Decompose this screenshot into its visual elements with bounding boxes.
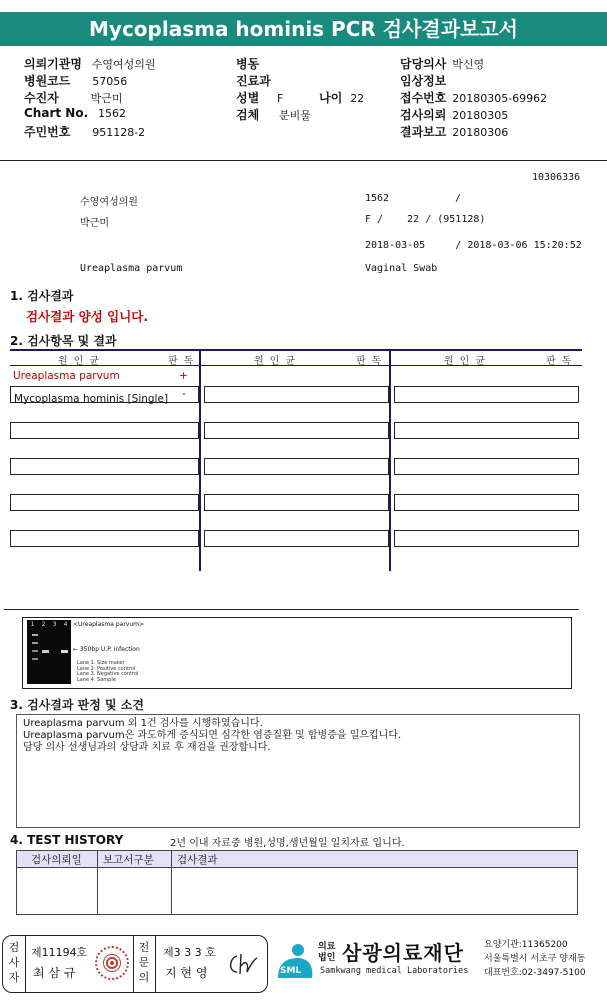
empty-result-box: [204, 422, 389, 439]
finding-line: Ureaplasma parvum 외 1건 검사를 시행하였습니다.: [23, 718, 263, 729]
column-divider: [389, 351, 391, 571]
history-col-divider: [97, 851, 98, 867]
gel-band: [32, 634, 38, 636]
org-english: Samkwang medical Laboratories: [320, 966, 469, 976]
gel-band: [32, 642, 38, 644]
sub-hospital: 수영여성의원: [80, 197, 138, 208]
ward-label: 병동: [236, 57, 260, 71]
header-label: 검사의뢰: [400, 108, 447, 122]
empty-result-box: [204, 494, 389, 511]
section-divider: [4, 609, 579, 610]
sig-divider: [25, 936, 26, 992]
gel-legend-item: Lane 4. Sample: [77, 676, 116, 683]
results-table-topline: [10, 349, 582, 351]
header-label: 수진자: [24, 91, 59, 105]
sub-dates: 2018-03-05 / 2018-03-06 15:20:52: [365, 240, 582, 251]
gel-band-label: ← 350bp U.P. infection: [73, 646, 140, 653]
specimen-label: 검체: [236, 108, 260, 122]
specimen-value: 분비물: [279, 109, 311, 122]
gel-legend-item: Lane 1. Size maker: [77, 660, 125, 666]
reviewer-label: 전문의: [138, 941, 150, 984]
gel-band: [32, 650, 38, 652]
history-header: [16, 850, 578, 868]
inspector-label: 검사자: [8, 941, 20, 984]
sub-chart: 1562: [365, 193, 390, 204]
sub-sex-age: F / 22 / (951128): [365, 214, 486, 225]
history-col-date: 검사의뢰일: [31, 854, 82, 866]
empty-result-box: [204, 386, 389, 403]
gel-band: [61, 650, 68, 653]
finding-line: Ureaplasma parvum은 과도하게 증식되면 심각한 염증질환 및 합병증을 일으킵니다.: [23, 730, 402, 741]
inspector-name: 최 삼 규: [33, 966, 76, 980]
section2-title: 2. 검사항목 및 결과: [10, 334, 117, 348]
org-prefix: [318, 942, 335, 964]
org-code: 요양기관:11365200: [484, 940, 568, 950]
header-value: 수영여성의원: [91, 58, 156, 71]
section4-title: 4. TEST HISTORY: [10, 833, 124, 847]
dept-label: 진료과: [236, 74, 271, 88]
col-pathogen-2: 원인균: [254, 356, 301, 367]
sig-divider: [155, 936, 156, 992]
org-prefix-1: 의료: [318, 942, 336, 952]
result-row-2: [10, 386, 199, 403]
gel-band: [32, 658, 38, 660]
header-value: 20180306: [452, 126, 509, 139]
gel-lane-label: 3: [52, 621, 57, 628]
result-row-2-value: -: [182, 388, 186, 400]
sub-sample: Vaginal Swab: [365, 263, 438, 274]
empty-result-box: [204, 530, 389, 547]
org-prefix-2: 법인: [318, 953, 336, 963]
sub-patient: 박근미: [80, 218, 109, 229]
result-row-1-name: Ureaplasma parvum: [13, 370, 120, 382]
report-title: Mycoplasma hominis PCR 검사결과보고서: [0, 12, 607, 46]
sig-divider: [133, 936, 134, 992]
age-label: 나이: [319, 91, 343, 105]
sml-logo-icon: [272, 940, 316, 984]
findings-box: [16, 714, 580, 828]
gel-legend: [77, 661, 138, 683]
history-col-type: 보고서구분: [103, 854, 154, 866]
section1-title: 1. 검사결과: [10, 289, 74, 303]
reviewer-name: 지 현 영: [165, 966, 208, 980]
org-info: [484, 938, 586, 980]
history-col-result: 검사결과: [177, 854, 218, 866]
section1-result: 검사결과 양성 입니다.: [26, 309, 149, 324]
header-value: 951128-2: [92, 126, 146, 139]
empty-result-box: [394, 530, 579, 547]
header-label: 임상정보: [400, 74, 447, 88]
history-body: [16, 867, 578, 915]
gel-band: [42, 650, 49, 653]
empty-result-box: [204, 458, 389, 475]
header-value: 20180305: [452, 109, 509, 122]
header-label: 의뢰기관명: [24, 57, 82, 71]
col-judge-3: 판독: [546, 356, 578, 367]
col-pathogen-3: 원인균: [444, 356, 491, 367]
header-divider: [0, 160, 607, 161]
header-label: 접수번호: [400, 91, 447, 105]
header-label: 결과보고: [400, 125, 447, 139]
empty-result-box: [394, 494, 579, 511]
signature-icon: [225, 950, 261, 980]
section3-title: 3. 검사결과 판정 및 소견: [10, 698, 144, 712]
seal-icon: [95, 946, 129, 980]
col-pathogen-1: 원인균: [58, 356, 105, 367]
header-value: 57056: [92, 75, 128, 88]
logo-text: SML: [280, 966, 302, 976]
empty-result-box: [394, 422, 579, 439]
gel-lane-label: 2: [41, 621, 46, 628]
header-value: 박근미: [90, 92, 123, 105]
history-col-divider: [97, 867, 98, 914]
col-judge-1: 판독: [168, 356, 200, 367]
header-value: 박신영: [452, 58, 485, 71]
header-value: 1562: [97, 107, 126, 120]
history-col-divider: [171, 851, 172, 867]
inspector-number: 제11194호: [31, 946, 88, 959]
history-note: 2년 이내 자료중 병원,성명,생년월일 일치자료 입니다.: [170, 838, 405, 849]
gel-image: [27, 620, 71, 684]
header-value: 20180305-69962: [452, 92, 548, 105]
result-row-2-name: Mycoplasma hominis [Single]: [14, 393, 169, 405]
empty-result-box: [394, 386, 579, 403]
org-phone: 대표번호:02-3497-5100: [484, 968, 586, 978]
doc-number: 10306336: [532, 172, 581, 183]
header-middle: [236, 55, 386, 123]
empty-result-box: [10, 458, 199, 475]
sub-slash: /: [455, 193, 462, 204]
header-label: 병원코드: [24, 74, 71, 88]
gel-lane-label: 1: [30, 621, 35, 628]
header-left: [24, 55, 234, 140]
reviewer-number: 제3 3 3 호: [163, 946, 216, 959]
col-judge-2: 판독: [356, 356, 388, 367]
empty-result-box: [10, 530, 199, 547]
finding-line: 담당 의사 선생님과의 상담과 치료 후 재검을 권장합니다.: [23, 742, 271, 753]
result-row-1-value: +: [179, 370, 188, 382]
sex-label: 성별: [236, 91, 260, 105]
header-label: 주민번호: [24, 125, 71, 139]
gel-legend-item: Lane 2. Positive control: [77, 665, 136, 672]
gel-legend-item: Lane 3. Negative control: [77, 671, 139, 677]
header-label: Chart No.: [24, 106, 89, 120]
org-address: 서울특별시 서초구 양재동: [484, 954, 586, 964]
sex-value: F: [277, 92, 284, 105]
column-divider: [199, 351, 201, 571]
empty-result-box: [10, 494, 199, 511]
header-right: [400, 55, 605, 140]
header-label: 담당의사: [400, 57, 447, 71]
empty-result-box: [394, 458, 579, 475]
sub-organism: Ureaplasma parvum: [80, 263, 183, 274]
history-col-divider: [171, 867, 172, 914]
gel-caption: <Ureaplasma parvum>: [73, 621, 145, 628]
empty-result-box: [10, 422, 199, 439]
gel-lane-label: 4: [63, 621, 68, 628]
org-name: 삼광의료재단: [342, 941, 464, 965]
signature-box: [2, 935, 268, 993]
gel-panel: [22, 617, 572, 689]
age-value: 22: [350, 92, 365, 105]
